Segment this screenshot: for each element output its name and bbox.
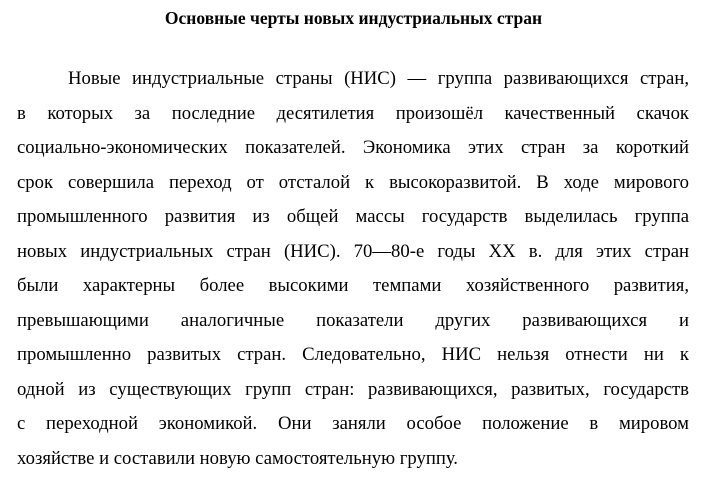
paragraph-line: новых индустриальных стран (НИС). 70—80-е годы XX в. для этих стран (17, 238, 689, 273)
paragraph-line: Новые индустриальные страны (НИС) — группа развивающихся стран, (17, 65, 689, 100)
paragraph-line: промышленного развития из общей массы государств выделилась группа (17, 203, 689, 238)
document-paragraph (17, 65, 689, 479)
paragraph-line: одной из существующих групп стран: развивающихся, развитых, государств (17, 376, 689, 411)
paragraph-line: социально-экономических показателей. Экономика этих стран за короткий (17, 134, 689, 169)
paragraph-line: с переходной экономикой. Они заняли особое положение в мировом (17, 410, 689, 445)
document-title: Основные черты новых индустриальных стран (0, 6, 707, 30)
paragraph-line: хозяйстве и составили новую самостоятельную группу. (17, 445, 689, 479)
paragraph-line: были характерны более высокими темпами хозяйственного развития, (17, 272, 689, 307)
paragraph-line: в которых за последние десятилетия произошёл качественный скачок (17, 100, 689, 135)
paragraph-line: срок совершила переход от отсталой к высокоразвитой. В ходе мирового (17, 169, 689, 204)
paragraph-line: промышленно развитых стран. Следовательно, НИС нельзя отнести ни к (17, 341, 689, 376)
paragraph-line: превышающими аналогичные показатели других развивающихся и (17, 307, 689, 342)
